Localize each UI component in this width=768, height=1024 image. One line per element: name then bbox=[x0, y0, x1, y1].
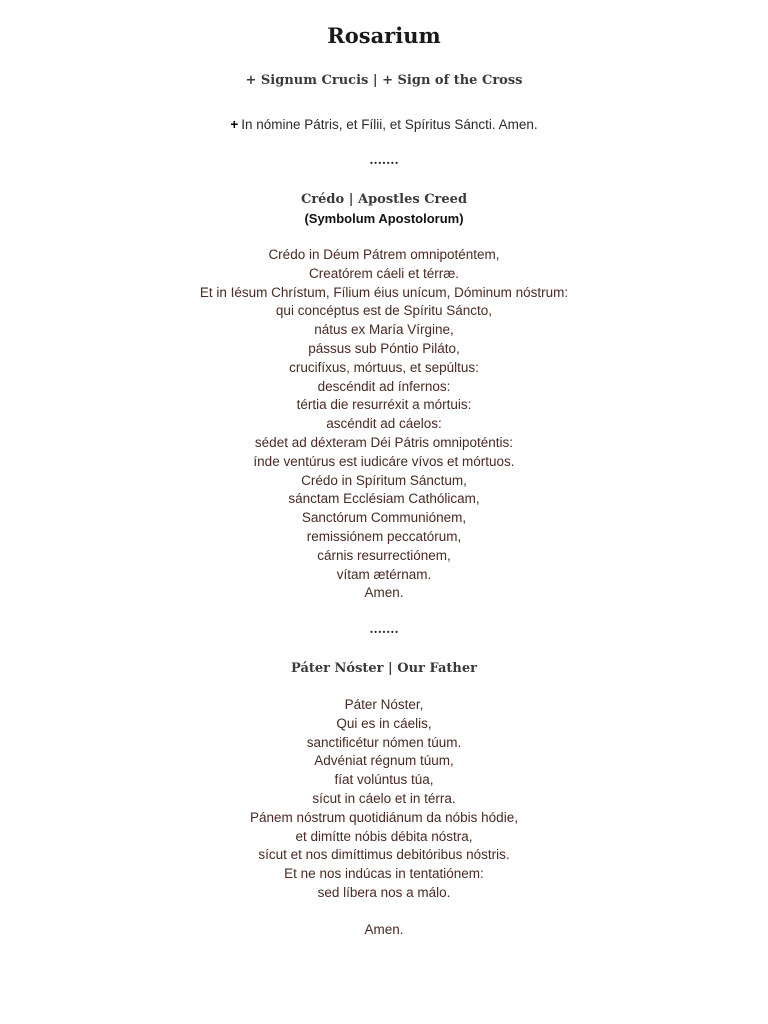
creed-subheading: (Symbolum Apostolorum) bbox=[304, 211, 464, 226]
our-father-line: fíat volúntus túa, bbox=[334, 772, 434, 788]
section-divider: ....... bbox=[369, 153, 399, 167]
creed-line: pássus sub Póntio Piláto, bbox=[308, 340, 460, 356]
our-father-line: et dimítte nóbis débita nóstra, bbox=[295, 828, 473, 844]
creed-line: vítam ætérnam. bbox=[336, 566, 432, 582]
creed-line: nátus ex María Vírgine, bbox=[314, 322, 454, 338]
creed-line: Sanctórum Communiónem, bbox=[301, 510, 467, 526]
creed-line: Crédo in Spíritum Sánctum, bbox=[301, 472, 467, 488]
our-father-line: sícut et nos dimíttimus debitóribus nóstris. bbox=[258, 847, 510, 863]
creed-line: sédet ad déxteram Déi Pátris omnipoténtis: bbox=[254, 434, 514, 450]
creed-line: Amen. bbox=[364, 585, 404, 601]
creed-line: Et in Iésum Chrístum, Fílium éius unícum, Dóminum nóstrum: bbox=[199, 284, 569, 300]
creed-line: remissiónem peccatórum, bbox=[306, 528, 462, 544]
creed-heading: Crédo | Apostles Creed bbox=[300, 192, 468, 207]
our-father-line: sanctificétur nómen túum. bbox=[306, 734, 462, 750]
creed-text bbox=[0, 246, 768, 603]
our-father-line: Páter Nóster, bbox=[344, 697, 424, 712]
our-father-line: sed líbera nos a málo. bbox=[317, 884, 451, 900]
our-father-line: Qui es in cáelis, bbox=[336, 715, 432, 731]
our-father-line: Advéniat régnum túum, bbox=[314, 753, 454, 769]
creed-line: crucifíxus, mórtuus, et sepúltus: bbox=[289, 359, 479, 375]
creed-line: qui concéptus est de Spíritu Sáncto, bbox=[275, 303, 493, 319]
creed-line: cárnis resurrectiónem, bbox=[317, 547, 451, 563]
creed-line: ascéndit ad cáelos: bbox=[326, 416, 442, 432]
sign-of-cross-text bbox=[0, 115, 768, 134]
page-title: Rosarium bbox=[327, 23, 441, 48]
sign-of-cross-heading: + Signum Crucis | + Sign of the Cross bbox=[245, 73, 523, 88]
creed-line: tértia die resurréxit a mórtuis: bbox=[296, 397, 472, 413]
section-divider: ....... bbox=[369, 622, 399, 636]
our-father-amen: Amen. bbox=[364, 922, 404, 937]
our-father-line: Pánem nóstrum quotidiánum da nóbis hódie, bbox=[250, 809, 518, 825]
our-father-heading: Páter Nóster | Our Father bbox=[291, 661, 477, 676]
our-father-line: sícut in cáelo et in térra. bbox=[312, 790, 456, 806]
creed-line: descéndit ad ínfernos: bbox=[317, 378, 451, 394]
our-father-text bbox=[0, 696, 768, 903]
creed-line: Crédo in Déum Pátrem omnipoténtem, bbox=[268, 247, 500, 262]
creed-line: Creatórem cáeli et térræ. bbox=[308, 265, 460, 281]
our-father-line: Et ne nos indúcas in tentatiónem: bbox=[284, 866, 484, 882]
cross-icon: + bbox=[230, 117, 239, 132]
sign-of-cross-prayer: In nómine Pátris, et Fílii, et Spíritus Sáncti. Amen. bbox=[241, 117, 538, 132]
creed-line: índe ventúrus est iudicáre vívos et mórtuos. bbox=[253, 453, 515, 469]
creed-line: sánctam Ecclésiam Cathólicam, bbox=[288, 491, 480, 507]
